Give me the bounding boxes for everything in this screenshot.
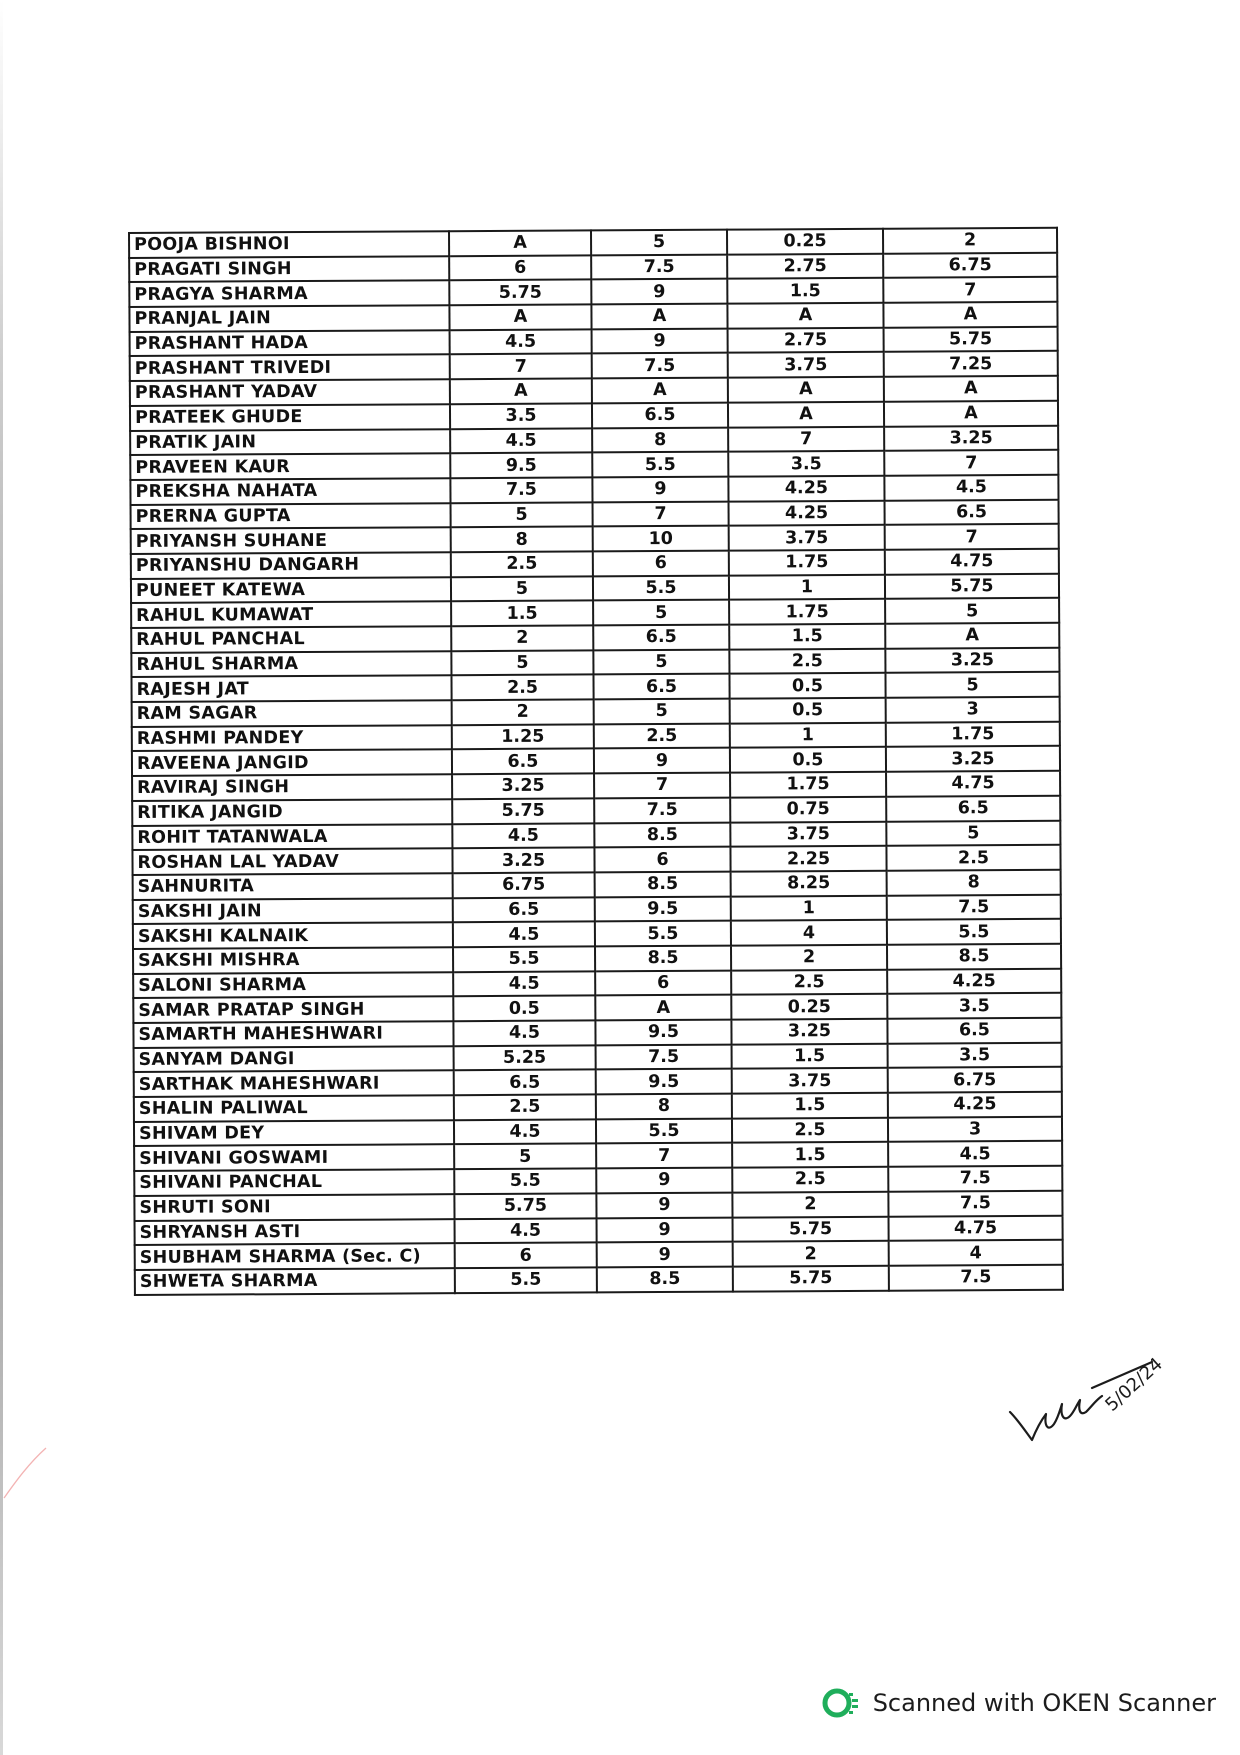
score-cell: 2.5 — [886, 845, 1060, 871]
score-cell: 5.5 — [454, 1169, 596, 1194]
score-cell: 2.5 — [451, 675, 593, 700]
score-cell: 3 — [886, 697, 1060, 723]
score-cell: 9 — [597, 1242, 733, 1267]
score-cell: 4.5 — [453, 1020, 595, 1045]
score-cell: 3.75 — [728, 352, 884, 378]
student-name-cell: PRAVEEN KAUR — [130, 453, 450, 479]
score-cell: 1.5 — [729, 624, 885, 650]
score-cell: 9.5 — [596, 1069, 732, 1094]
score-cell: 6.5 — [454, 1070, 596, 1095]
score-cell: 3.25 — [884, 425, 1058, 451]
score-cell: 8.5 — [887, 944, 1061, 970]
score-cell: 3.75 — [729, 525, 885, 551]
score-cell: 5 — [454, 1144, 596, 1169]
score-cell: 5.5 — [596, 1118, 732, 1143]
score-cell: 7.5 — [594, 797, 730, 822]
score-cell: 2.5 — [594, 723, 730, 748]
student-name-cell: ROSHAN LAL YADAV — [132, 848, 452, 874]
score-cell: 4.25 — [888, 1092, 1062, 1118]
score-cell: 5 — [885, 598, 1059, 624]
score-cell: 7 — [596, 1143, 732, 1168]
score-cell: 5.25 — [454, 1045, 596, 1070]
score-cell: 9.5 — [595, 1020, 731, 1045]
student-name-cell: SANYAM DANGI — [134, 1046, 454, 1072]
score-cell: 7.5 — [889, 1265, 1063, 1291]
score-cell: 4.5 — [453, 971, 595, 996]
student-name-cell: POOJA BISHNOI — [129, 231, 449, 257]
score-cell: 4.25 — [729, 500, 885, 526]
score-cell: 6.5 — [452, 749, 594, 774]
score-cell: 6.5 — [593, 625, 729, 650]
score-cell: 0.5 — [730, 747, 886, 773]
score-cell: 7.5 — [450, 477, 592, 502]
score-cell: 7.5 — [592, 353, 728, 378]
score-cell: 2.5 — [454, 1094, 596, 1119]
score-cell: 9 — [597, 1217, 733, 1242]
score-cell: 3.25 — [452, 774, 594, 799]
score-cell: 3.5 — [728, 451, 884, 477]
score-cell: 1.5 — [732, 1142, 888, 1168]
student-name-cell: RAHUL SHARMA — [131, 651, 451, 677]
score-cell: 8 — [451, 527, 593, 552]
score-cell: 7.5 — [887, 894, 1061, 920]
student-name-cell: PUNEET KATEWA — [131, 577, 451, 603]
student-name-cell: PRANJAL JAIN — [129, 305, 449, 331]
score-cell: 9 — [594, 748, 730, 773]
score-cell: 7.5 — [888, 1191, 1062, 1217]
score-cell: 3.5 — [450, 403, 592, 428]
score-cell: 2.25 — [730, 846, 886, 872]
score-cell: 5 — [591, 230, 727, 255]
score-cell: A — [728, 402, 884, 428]
score-cell: 5.5 — [593, 575, 729, 600]
score-cell: 2.5 — [731, 969, 887, 995]
score-cell: A — [449, 230, 591, 255]
student-name-cell: PRASHANT YADAV — [130, 379, 450, 405]
score-cell: 4.75 — [885, 549, 1059, 575]
score-cell: 7 — [884, 450, 1058, 476]
student-name-cell: SAKSHI MISHRA — [133, 947, 453, 973]
score-cell: 4 — [889, 1240, 1063, 1266]
score-cell: 1.25 — [452, 724, 594, 749]
score-cell: 1.75 — [730, 772, 886, 798]
student-name-cell: PREKSHA NAHATA — [130, 478, 450, 504]
score-cell: 8.5 — [595, 946, 731, 971]
score-cell: 5.5 — [455, 1267, 597, 1292]
student-name-cell: SHUBHAM SHARMA (Sec. C) — [135, 1243, 455, 1269]
score-cell: 6 — [455, 1243, 597, 1268]
score-cell: 6.5 — [593, 674, 729, 699]
student-name-cell: SALONI SHARMA — [133, 972, 453, 998]
score-cell: 7 — [885, 524, 1059, 550]
score-cell: 7 — [594, 773, 730, 798]
score-cell: 5 — [886, 820, 1060, 846]
handwritten-signature — [1000, 1340, 1200, 1470]
score-cell: A — [592, 378, 728, 403]
score-cell: 1.5 — [451, 601, 593, 626]
score-cell: 5.75 — [452, 798, 594, 823]
score-cell: 5 — [885, 672, 1059, 698]
score-cell: 7 — [450, 354, 592, 379]
score-cell: 6.5 — [885, 499, 1059, 525]
margin-pen-mark — [0, 1440, 60, 1500]
score-cell: 3.5 — [888, 1042, 1062, 1068]
score-cell: A — [591, 304, 727, 329]
score-cell: A — [727, 303, 883, 329]
score-cell: 2.5 — [732, 1118, 888, 1144]
score-cell: 1.75 — [729, 599, 885, 625]
score-cell: 9.5 — [595, 896, 731, 921]
score-cell: 0.75 — [730, 797, 886, 823]
score-cell: 6.5 — [886, 796, 1060, 822]
oken-scanner-logo-icon — [819, 1681, 863, 1725]
student-name-cell: RAVEENA JANGID — [132, 750, 452, 776]
student-name-cell: SHALIN PALIWAL — [134, 1095, 454, 1121]
student-name-cell: RAVIRAJ SINGH — [132, 774, 452, 800]
score-cell: 5.75 — [733, 1216, 889, 1242]
score-cell: 9 — [596, 1192, 732, 1217]
student-name-cell: PRAGATI SINGH — [129, 256, 449, 282]
student-name-cell: RAJESH JAT — [131, 676, 451, 702]
score-cell: 10 — [593, 526, 729, 551]
student-name-cell: SARTHAK MAHESHWARI — [134, 1071, 454, 1097]
score-cell: 5.5 — [887, 919, 1061, 945]
score-cell: 4.5 — [452, 823, 594, 848]
score-cell: 1.75 — [729, 550, 885, 576]
score-cell: 2.75 — [728, 328, 884, 354]
score-cell: 8.5 — [594, 822, 730, 847]
score-cell: 2.5 — [451, 551, 593, 576]
score-cell: 4.25 — [887, 968, 1061, 994]
score-cell: 2.5 — [732, 1167, 888, 1193]
student-name-cell: PRASHANT TRIVEDI — [130, 355, 450, 381]
score-cell: 2 — [731, 945, 887, 971]
score-cell: 4.5 — [884, 475, 1058, 501]
score-cell: 2 — [733, 1241, 889, 1267]
score-cell: 2 — [451, 625, 593, 650]
score-cell: 9.5 — [450, 453, 592, 478]
student-name-cell: PRAGYA SHARMA — [129, 281, 449, 307]
score-cell: 1 — [731, 895, 887, 921]
student-name-cell: SHRUTI SONI — [134, 1194, 454, 1220]
score-cell: 8 — [592, 427, 728, 452]
score-cell: 4.5 — [450, 329, 592, 354]
score-cell: 3.75 — [732, 1068, 888, 1094]
score-cell: 5.5 — [595, 921, 731, 946]
score-cell: 6.5 — [887, 1018, 1061, 1044]
student-name-cell: SAMARTH MAHESHWARI — [133, 1021, 453, 1047]
student-name-cell: SAKSHI JAIN — [133, 898, 453, 924]
score-cell: 7.5 — [591, 254, 727, 279]
score-cell: 3.25 — [452, 848, 594, 873]
score-cell: 0.25 — [727, 229, 883, 255]
score-cell: 1.5 — [727, 278, 883, 304]
score-cell: A — [450, 379, 592, 404]
score-cell: 4.5 — [450, 428, 592, 453]
score-cell: 3.25 — [885, 647, 1059, 673]
score-cell: 5 — [594, 699, 730, 724]
score-cell: 5 — [451, 650, 593, 675]
score-cell: 3.5 — [887, 993, 1061, 1019]
student-name-cell: PRERNA GUPTA — [131, 503, 451, 529]
student-name-cell: PRIYANSHU DANGARH — [131, 552, 451, 578]
score-cell: 8 — [596, 1094, 732, 1119]
score-cell: 5.75 — [733, 1266, 889, 1292]
marks-table — [128, 227, 1064, 1296]
student-name-cell: SHIVANI GOSWAMI — [134, 1145, 454, 1171]
score-cell: 2 — [732, 1192, 888, 1218]
score-cell: A — [595, 995, 731, 1020]
score-cell: 3.25 — [886, 746, 1060, 772]
score-cell: 5 — [593, 649, 729, 674]
score-cell: 3 — [888, 1117, 1062, 1143]
student-name-cell: PRIYANSH SUHANE — [131, 527, 451, 553]
student-name-cell: PRATIK JAIN — [130, 429, 450, 455]
score-cell: 5.5 — [592, 452, 728, 477]
score-cell: 5 — [593, 600, 729, 625]
score-cell: 9 — [592, 477, 728, 502]
score-cell: 7 — [728, 426, 884, 452]
scanner-watermark — [819, 1681, 1216, 1725]
score-cell: 4 — [731, 920, 887, 946]
score-cell: 0.5 — [453, 996, 595, 1021]
score-cell: 1 — [730, 723, 886, 749]
student-name-cell: RASHMI PANDEY — [132, 725, 452, 751]
score-cell: 8.25 — [731, 871, 887, 897]
student-name-cell: RAM SAGAR — [132, 700, 452, 726]
score-cell: 6.5 — [453, 897, 595, 922]
table-row — [135, 1265, 1063, 1295]
score-cell: 5.75 — [449, 280, 591, 305]
scanner-watermark-text: Scanned with OKEN Scanner — [872, 1689, 1216, 1717]
score-cell: A — [883, 302, 1057, 328]
score-cell: 0.5 — [730, 698, 886, 724]
score-cell: 3.25 — [731, 1019, 887, 1045]
score-cell: 6.75 — [883, 252, 1057, 278]
score-cell: 6 — [593, 551, 729, 576]
score-cell: 3.75 — [730, 821, 886, 847]
score-cell: 5.75 — [884, 327, 1058, 353]
score-cell: 4.75 — [889, 1215, 1063, 1241]
score-cell: 1.75 — [886, 722, 1060, 748]
score-cell: A — [884, 376, 1058, 402]
score-cell: 7.5 — [596, 1044, 732, 1069]
score-cell: 1.5 — [732, 1093, 888, 1119]
score-cell: 9 — [596, 1168, 732, 1193]
score-cell: 1 — [729, 574, 885, 600]
student-name-cell: SHWETA SHARMA — [135, 1268, 455, 1294]
score-cell: A — [728, 377, 884, 403]
student-name-cell: RITIKA JANGID — [132, 799, 452, 825]
score-cell: 4.5 — [454, 1119, 596, 1144]
score-cell: 2 — [452, 699, 594, 724]
score-cell: A — [884, 401, 1058, 427]
score-cell: 7.5 — [888, 1166, 1062, 1192]
student-name-cell: RAHUL KUMAWAT — [131, 602, 451, 628]
score-cell: 4.75 — [886, 771, 1060, 797]
score-cell: 5.75 — [454, 1193, 596, 1218]
score-cell: A — [449, 304, 591, 329]
student-name-cell: SHIVANI PANCHAL — [134, 1169, 454, 1195]
score-cell: 6.5 — [592, 402, 728, 427]
score-cell: 6.75 — [453, 872, 595, 897]
score-cell: 0.25 — [731, 994, 887, 1020]
score-cell: 4.25 — [728, 476, 884, 502]
student-name-cell: PRATEEK GHUDE — [130, 404, 450, 430]
score-cell: 8.5 — [597, 1267, 733, 1292]
score-cell: 7 — [883, 277, 1057, 303]
student-name-cell: SAMAR PRATAP SINGH — [133, 997, 453, 1023]
score-cell: 1.5 — [732, 1043, 888, 1069]
student-name-cell: RAHUL PANCHAL — [131, 626, 451, 652]
score-cell: 2.75 — [727, 253, 883, 279]
score-cell: 6 — [595, 970, 731, 995]
student-name-cell: SAKSHI KALNAIK — [133, 922, 453, 948]
student-name-cell: SHIVAM DEY — [134, 1120, 454, 1146]
score-cell: 7.25 — [884, 351, 1058, 377]
score-cell: 6 — [449, 255, 591, 280]
score-cell: 4.5 — [888, 1141, 1062, 1167]
score-cell: 6.75 — [888, 1067, 1062, 1093]
student-name-cell: SAHNURITA — [133, 873, 453, 899]
score-cell: 4.5 — [453, 922, 595, 947]
score-cell: 5.5 — [453, 946, 595, 971]
score-cell: 2 — [883, 228, 1057, 254]
marks-table-body — [129, 228, 1063, 1295]
score-cell: 9 — [592, 328, 728, 353]
score-cell: 8 — [887, 870, 1061, 896]
score-cell: 9 — [591, 279, 727, 304]
score-cell: 8.5 — [595, 872, 731, 897]
student-name-cell: SHRYANSH ASTI — [135, 1219, 455, 1245]
signature-date: 5/02/24 — [1101, 1353, 1167, 1416]
score-cell: A — [885, 623, 1059, 649]
score-cell: 0.5 — [729, 673, 885, 699]
score-cell: 7 — [593, 501, 729, 526]
student-name-cell: PRASHANT HADA — [130, 330, 450, 356]
score-cell: 5 — [451, 502, 593, 527]
score-cell: 4.5 — [455, 1218, 597, 1243]
student-name-cell: ROHIT TATANWALA — [132, 824, 452, 850]
score-cell: 5 — [451, 576, 593, 601]
score-cell: 2.5 — [729, 648, 885, 674]
score-cell: 6 — [594, 847, 730, 872]
score-cell: 5.75 — [885, 573, 1059, 599]
